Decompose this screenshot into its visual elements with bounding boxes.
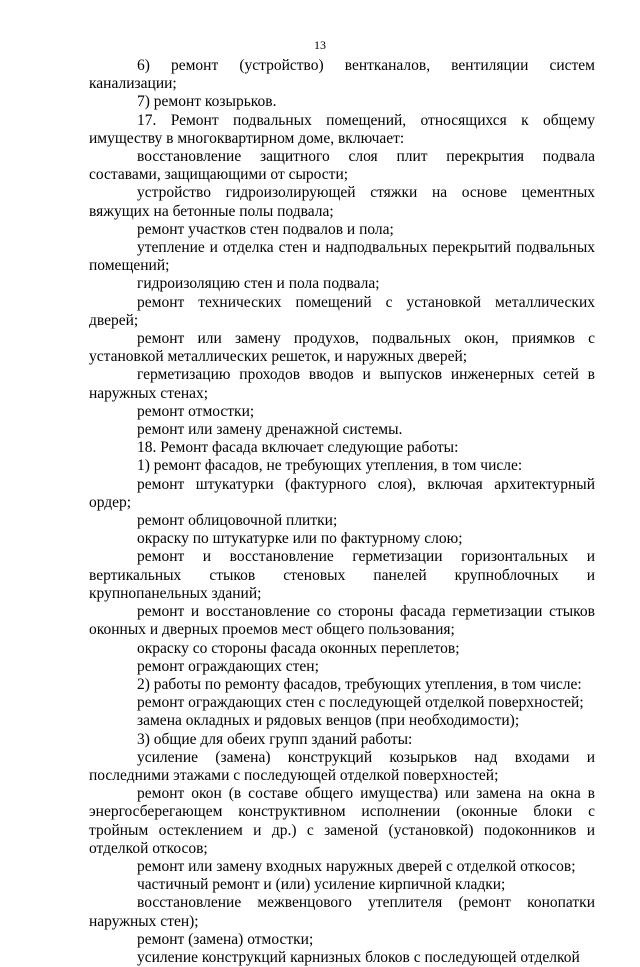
- paragraph: ремонт облицовочной плитки;: [137, 512, 338, 530]
- paragraph: 2) работы по ремонту фасадов, требующих утепления, в том числе:: [137, 675, 582, 693]
- paragraph: устройство гидроизолирующей стяжки на основе цементных вяжущих на бетонные полы подвала;: [89, 184, 595, 220]
- paragraph: ремонт (замена) отмостки;: [137, 930, 314, 948]
- paragraph: ремонт участков стен подвалов и пола;: [137, 220, 394, 238]
- paragraph: 6) ремонт (устройство) вентканалов, вентиляции систем канализации;: [89, 57, 595, 93]
- paragraph: ремонт и восстановление герметизации горизонтальных и вертикальных стыков стеновых панелей крупноблочных и крупнопанельных зданий;: [89, 548, 595, 602]
- paragraph: ремонт ограждающих стен;: [137, 657, 319, 675]
- paragraph: ремонт ограждающих стен с последующей отделкой поверхностей;: [137, 694, 584, 712]
- paragraph: 7) ремонт козырьков.: [137, 93, 277, 111]
- paragraph: ремонт или замену входных наружных дверей с отделкой откосов;: [137, 857, 576, 875]
- paragraph: окраску со стороны фасада оконных переплетов;: [137, 639, 460, 657]
- paragraph: 3) общие для обеих групп зданий работы:: [137, 730, 413, 748]
- paragraph: частичный ремонт и (или) усиление кирпичной кладки;: [137, 876, 506, 894]
- paragraph: замена окладных и рядовых венцов (при необходимости);: [137, 712, 520, 730]
- paragraph: 18. Ремонт фасада включает следующие работы:: [137, 439, 459, 457]
- paragraph: 1) ремонт фасадов, не требующих утепления, в том числе:: [137, 457, 523, 475]
- document-body: [89, 57, 595, 967]
- paragraph: ремонт и восстановление со стороны фасада герметизации стыков оконных и дверных проемов мест общего пользования;: [89, 603, 595, 639]
- paragraph: восстановление защитного слоя плит перекрытия подвала составами, защищающими от сырости;: [89, 148, 595, 184]
- paragraph: ремонт или замену продухов, подвальных окон, приямков с установкой металлических решеток, и наружных дверей;: [89, 330, 595, 366]
- paragraph: ремонт окон (в составе общего имущества) или замена на окна в энергосберегающем конструктивном исполнении (оконные блоки с тройным остеклением и др.) с заменой (установкой) подоконников и отделкой откосов;: [89, 785, 595, 857]
- paragraph: ремонт отмостки;: [137, 402, 255, 420]
- paragraph: ремонт или замену дренажной системы.: [137, 421, 403, 439]
- paragraph: 17. Ремонт подвальных помещений, относящихся к общему имуществу в многоквартирном доме, включает:: [89, 111, 595, 147]
- paragraph: усиление конструкций карнизных блоков с последующей отделкой: [137, 948, 580, 966]
- paragraph: усиление (замена) конструкций козырьков над входами и последними этажами с последующей отделкой поверхностей;: [89, 748, 595, 784]
- paragraph: восстановление межвенцового утеплителя (ремонт конопатки наружных стен);: [89, 894, 595, 930]
- paragraph: утепление и отделка стен и надподвальных перекрытий подвальных помещений;: [89, 239, 595, 275]
- paragraph: гидроизоляцию стен и пола подвала;: [137, 275, 380, 293]
- paragraph: ремонт штукатурки (фактурного слоя), включая архитектурный ордер;: [89, 475, 595, 511]
- paragraph: герметизацию проходов вводов и выпусков инженерных сетей в наружных стенах;: [89, 366, 595, 402]
- page-number: 13: [314, 38, 326, 52]
- paragraph: окраску по штукатурке или по фактурному слою;: [137, 530, 463, 548]
- paragraph: ремонт технических помещений с установкой металлических дверей;: [89, 293, 595, 329]
